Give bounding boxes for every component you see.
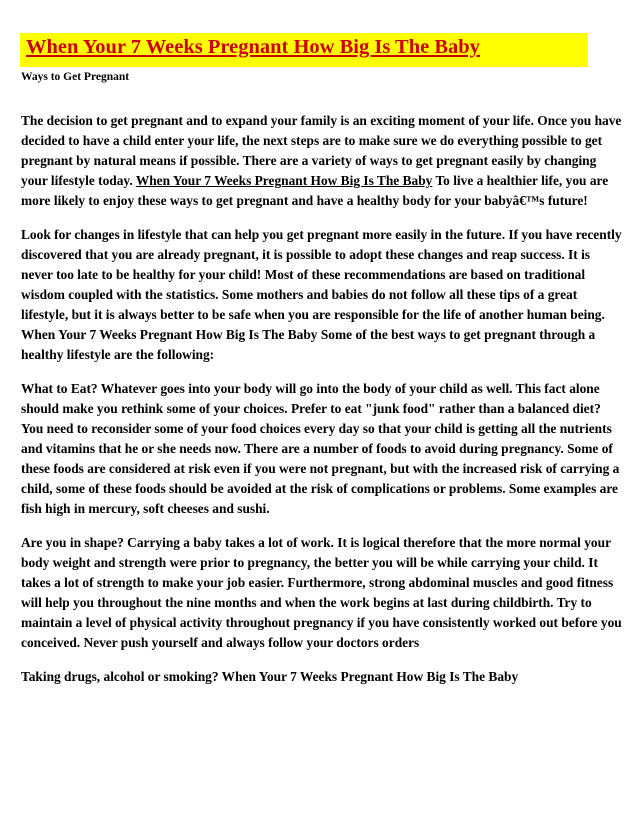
title-banner [20, 33, 588, 67]
paragraph-intro [21, 111, 625, 211]
paragraph-in-shape: Are you in shape? Carrying a baby takes a lot of work. It is logical therefore that the more normal your body weight and strength were prior to pregnancy, the better you will be while carrying your child. It takes a lot of strength to make your job easier. Furthermore, strong abdominal muscles and good fitness will help you throughout the nine months and when the work begins at last during childbirth. Try to maintain a level of physical activity throughout pregnancy if you have consistently worked out before you conceived. Never push yourself and always follow your doctors orders [21, 535, 622, 650]
document-title[interactable]: When Your 7 Weeks Pregnant How Big Is The Baby [26, 36, 480, 58]
paragraph-intro-text: The decision to get pregnant and to expand your family is an exciting moment of your life. Once you have decided to have a child enter your life, the next steps are to make sure we do everything possible to get pregnant by natural means if possible. There are a variety of ways to get pregnant easily by changing your lifestyle today. [21, 113, 622, 188]
paragraph-what-to-eat: What to Eat? Whatever goes into your body will go into the body of your child as well. This fact alone should make you rethink some of your choices. Prefer to eat "junk food" rather than a balanced diet? You need to reconsider some of your food choices every day so that your child is getting all the nutrients and vitamins that he or she needs now. There are a number of foods to avoid during pregnancy. Some of these foods are considered at risk even if you were not pregnant, but with the increased risk of carrying a child, some of these foods should be avoided at the risk of complications or problems. Some examples are fish high in mercury, soft cheeses and sushi. [21, 381, 620, 516]
paragraph-lifestyle: Look for changes in lifestyle that can help you get pregnant more easily in the future. If you have recently discovered that you are already pregnant, it is possible to adopt these changes and reap success. It is never too late to be healthy for your child! Most of these recommendations are based on traditional wisdom coupled with the statistics. Some mothers and babies do not follow all these tips of a great lifestyle, but it is always better to be safe when you are responsible for the life of another human being. When Your 7 Weeks Pregnant How Big Is The Baby Some of the best ways to get pregnant through a healthy lifestyle are the following: [21, 227, 622, 362]
paragraph-drugs-alcohol: Taking drugs, alcohol or smoking? When Your 7 Weeks Pregnant How Big Is The Baby [21, 669, 519, 684]
title-inline-link[interactable]: When Your 7 Weeks Pregnant How Big Is The Baby [135, 173, 433, 188]
document-subtitle: Ways to Get Pregnant [21, 71, 130, 83]
document-body [21, 111, 625, 701]
paragraph-intro-text-end: To live a healthier life, you are more likely to enjoy these ways to get pregnant and have a healthy body for your babyâ€™s future! [21, 173, 609, 208]
